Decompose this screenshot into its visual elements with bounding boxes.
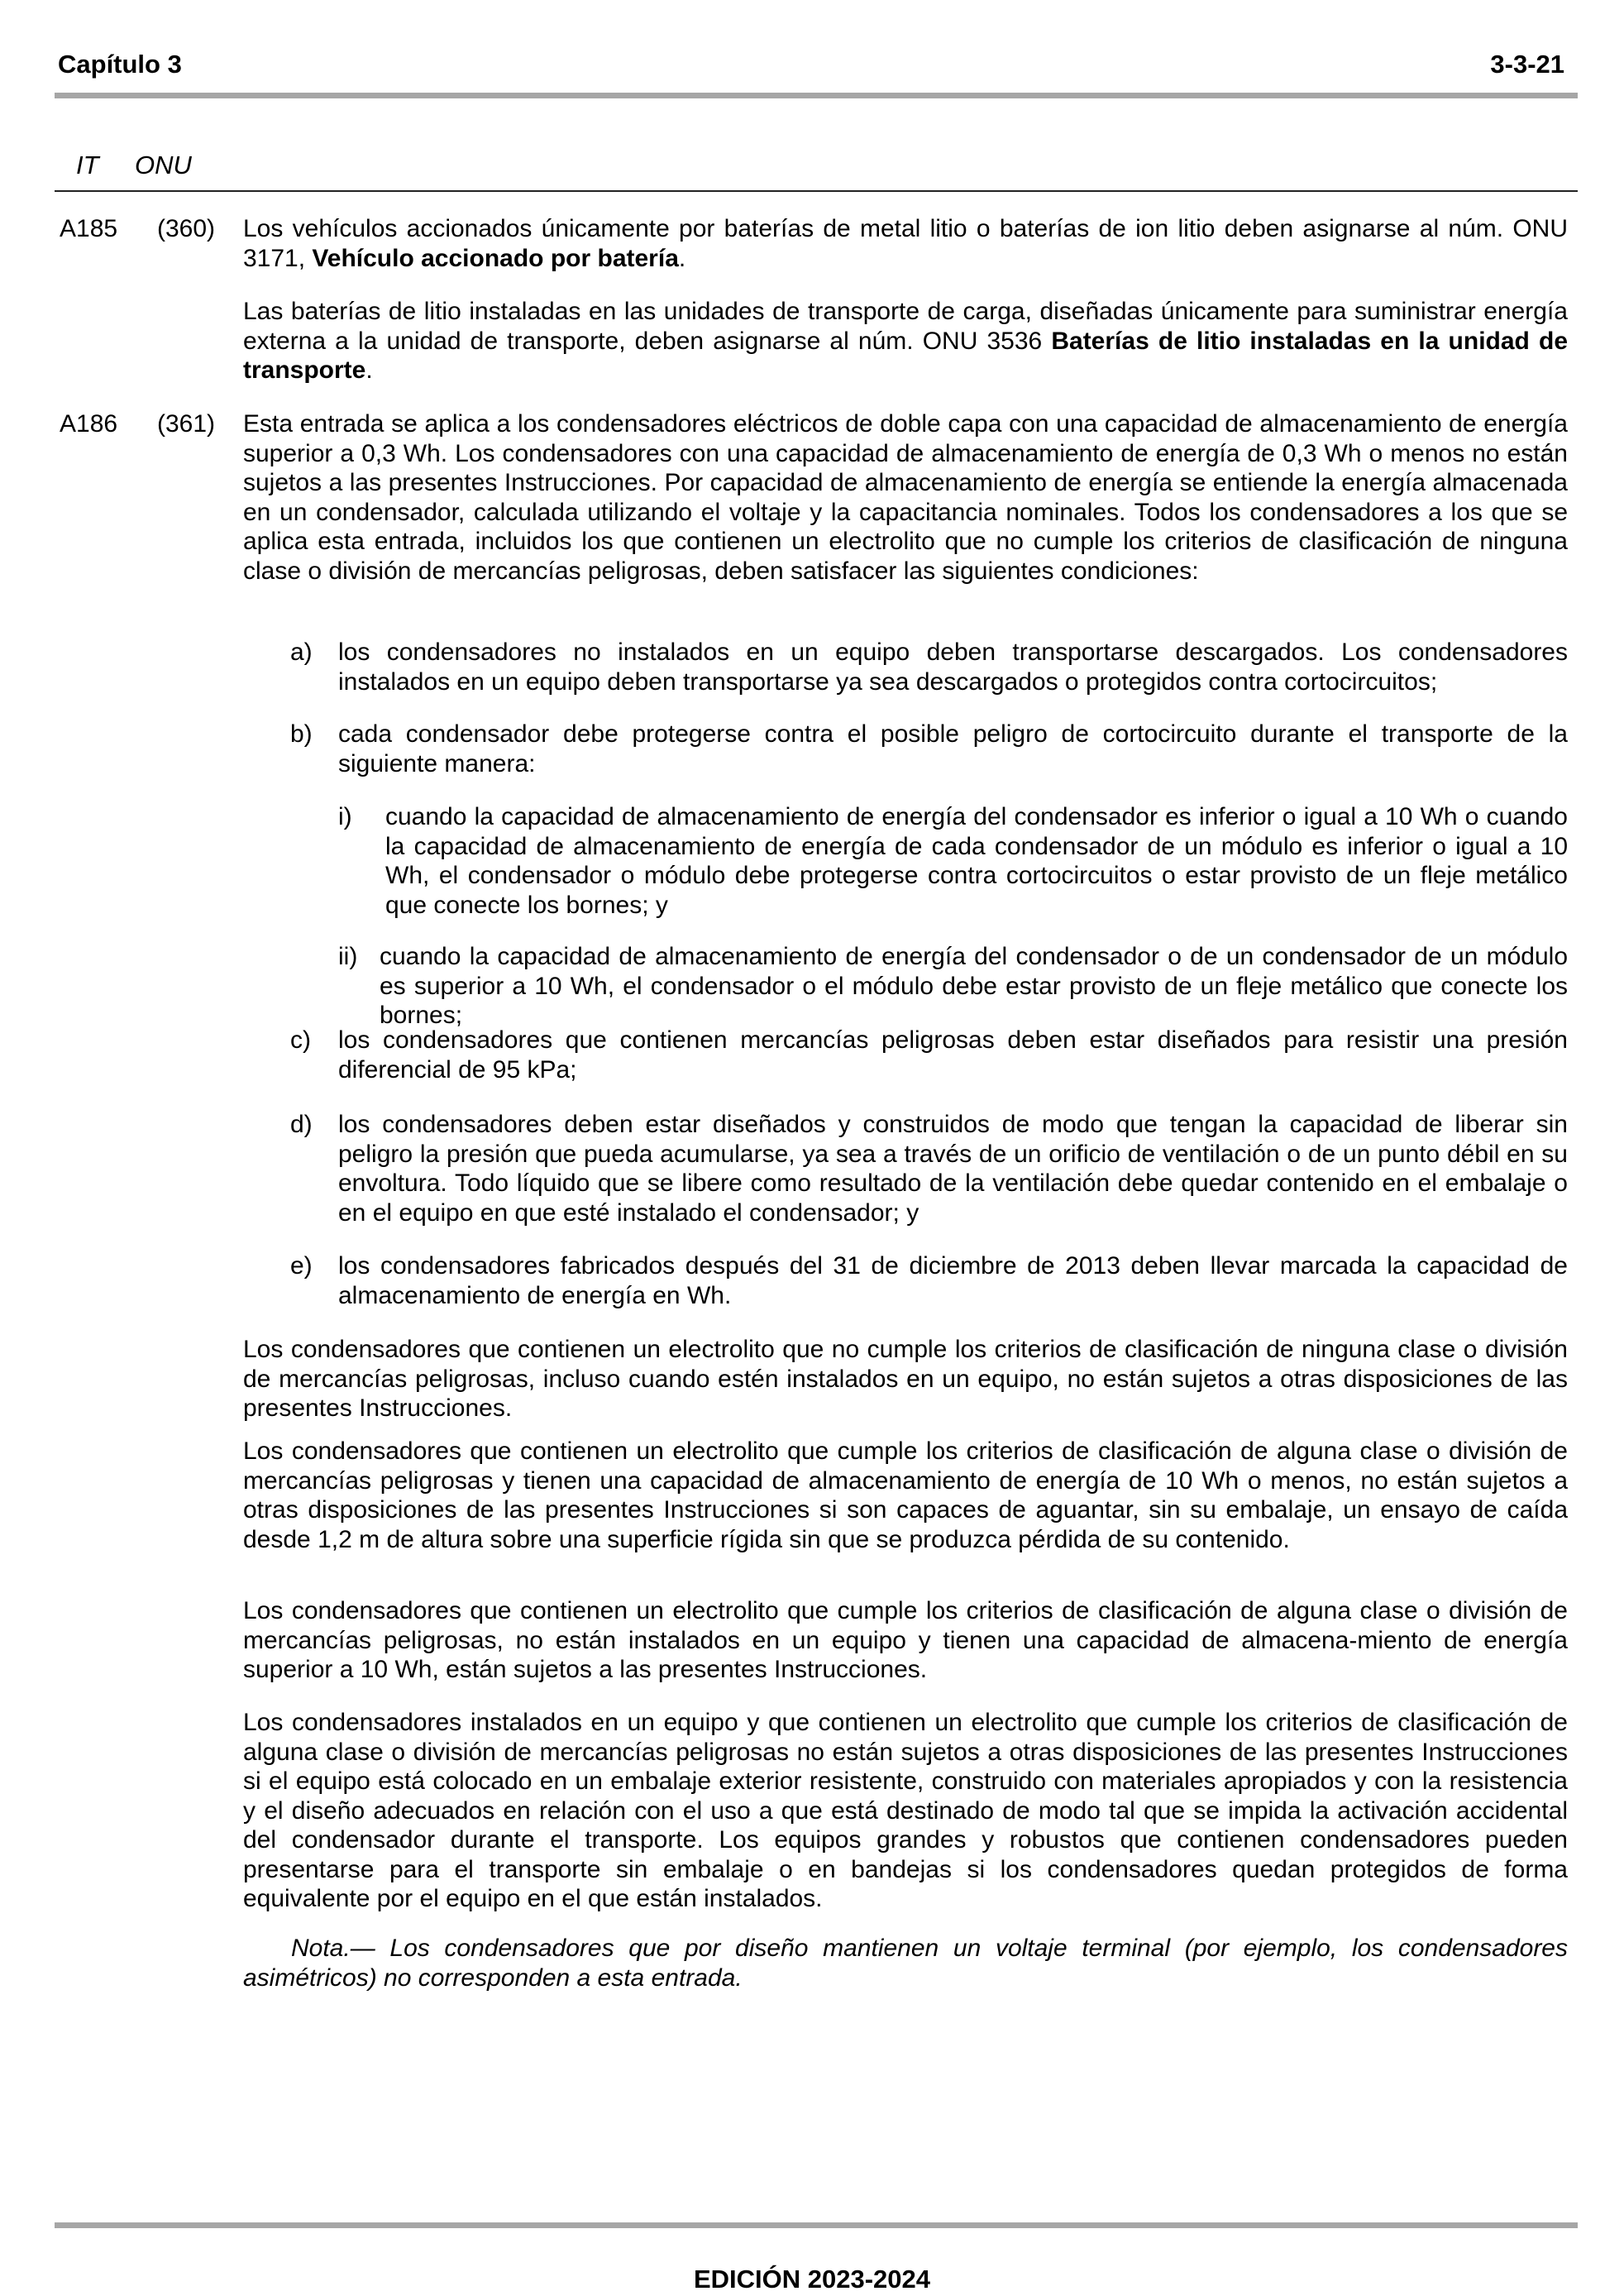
entry-note: Nota.— Los condensadores que por diseño mantienen un voltaje terminal (por ejemplo, los condensadores asimétricos) no corresponden a esta entrada. (243, 1935, 1568, 1992)
item-label: d) (290, 1111, 313, 1138)
column-heading-onu: ONU (135, 151, 192, 179)
item-label: a) (290, 639, 313, 666)
chapter-title: Capítulo 3 (58, 50, 182, 79)
entry-paragraph: Los condensadores que contienen un electrolito que cumple los criterios de clasificación de alguna clase o división de mercancías peligrosas, no están instalados en un equipo y tienen una capacidad de almacena-miento de energía superior a 10 Wh, están sujetos a las presentes Instrucciones. (243, 1597, 1568, 1683)
item-label: b) (290, 720, 313, 748)
item-text: cada condensador debe protegerse contra el posible peligro de cortocircuito durante el transporte de la siguiente manera: (338, 720, 1568, 777)
edition-label: EDICIÓN 2023-2024 (693, 2265, 931, 2294)
header-rule (55, 93, 1578, 98)
entry-intro: Esta entrada se aplica a los condensadores eléctricos de doble capa con una capacidad de almacenamiento de energía superior a 0,3 Wh. Los condensadores con una capacidad de almacenamiento de energía de 0,3 Wh o menos no están sujetos a las presentes Instrucciones. Por capacidad de almacenamiento de energía se entiende la energía almacenada en un condensador, calculada utilizando el voltaje y la capacitancia nominales. Todos los condensadores a los que se aplica esta entrada, incluidos los que contienen un electrolito que no cumple los criterios de clasificación de ninguna clase o división de mercancías peligrosas, deben satisfacer las siguientes condiciones: (243, 410, 1568, 585)
entry-bold-name: Baterías de litio instaladas en la unidad de transporte (243, 327, 1569, 384)
entry-text: Los vehículos accionados únicamente por baterías de metal litio o baterías de ion litio deben asignarse al núm. ONU 3171, (243, 215, 1568, 272)
entry-text: Las baterías de litio instaladas en las unidades de transporte de carga, diseñadas únicamente para suministrar energía externa a la unidad de transporte, deben asignarse al núm. ONU 3536 (243, 298, 1568, 355)
entry-it-code: A186 (60, 410, 118, 438)
subitem-label: i) (338, 803, 352, 830)
subitem-text: cuando la capacidad de almacenamiento de energía del condensador es inferior o igual a 10 Wh o cuando la capacidad de almacenamiento de energía de cada condensador de un módulo es inferior o igual a 10 Wh, el condensador o módulo debe protegerse contra cortocircuitos o estar provisto de un fleje metálico que conecte los bornes; y (385, 803, 1568, 919)
item-text: los condensadores fabricados después del 31 de diciembre de 2013 deben llevar marcada la capacidad de almacenamiento de energía en Wh. (338, 1252, 1568, 1309)
subitem-text: cuando la capacidad de almacenamiento de energía del condensador o de un condensador de un módulo es superior a 10 Wh, el condensador o el módulo debe estar provisto de un fleje metálico que conecte los bornes; (380, 943, 1568, 1029)
entry-paragraph: Los condensadores que contienen un electrolito que no cumple los criterios de clasificación de ninguna clase o división de mercancías peligrosas, incluso cuando estén instalados en un equipo, no están sujetos a otras disposiciones de las presentes Instrucciones. (243, 1336, 1568, 1422)
entry-onu-code: (360) (157, 215, 216, 242)
item-label: e) (290, 1252, 313, 1280)
entry-text: . (365, 356, 373, 384)
column-heading-it: IT (76, 151, 99, 179)
item-text: los condensadores que contienen mercancías peligrosas deben estar diseñados para resistir una presión diferencial de 95 kPa; (338, 1026, 1568, 1083)
column-heading-rule (55, 190, 1578, 192)
subitem-label: ii) (338, 943, 358, 970)
entry-onu-code: (361) (157, 410, 216, 438)
item-text: los condensadores deben estar diseñados y construidos de modo que tengan la capacidad de liberar sin peligro la presión que pueda acumularse, ya sea a través de un orificio de ventilación o de un punto débil en su envoltura. Todo líquido que se libere como resultado de la ventilación debe quedar contenido en el embalaje o en el equipo en que esté instalado el condensador; y (338, 1111, 1568, 1227)
entry-text: . (678, 244, 686, 272)
footer-rule (55, 2222, 1578, 2228)
page-number: 3-3-21 (1490, 50, 1564, 79)
entry-bold-name: Vehículo accionado por batería (312, 244, 679, 272)
entry-paragraph: Los condensadores instalados en un equipo y que contienen un electrolito que cumple los criterios de clasificación de alguna clase o división de mercancías peligrosas no están sujetos a otras disposiciones de las presentes Instrucciones si el equipo está colocado en un embalaje exterior resistente, construido con materiales apropiados y con la resistencia y el diseño adecuados en relación con el uso a que está destinado de modo tal que se impida la activación accidental del condensador durante el transporte. Los equipos grandes y robustos que contienen condensadores pueden presentarse para el transporte sin embalaje o en bandejas si los condensadores quedan protegidos de forma equivalente por el equipo en el que están instalados. (243, 1709, 1568, 1912)
item-label: c) (290, 1026, 311, 1054)
entry-paragraph (243, 214, 1568, 273)
entry-paragraph: Los condensadores que contienen un electrolito que cumple los criterios de clasificación de alguna clase o división de mercancías peligrosas y tienen una capacidad de almacenamiento de energía de 10 Wh o menos, no están sujetos a otras disposiciones de las presentes Instrucciones si son capaces de aguantar, sin su embalaje, un ensayo de caída desde 1,2 m de altura sobre una superficie rígida sin que se produzca pérdida de su contenido. (243, 1437, 1568, 1553)
entry-it-code: A185 (60, 215, 118, 242)
entry-paragraph (243, 297, 1568, 385)
item-text: los condensadores no instalados en un equipo deben transportarse descargados. Los condensadores instalados en un equipo deben transportarse ya sea descargados o protegidos contra cortocircuitos; (338, 639, 1568, 696)
